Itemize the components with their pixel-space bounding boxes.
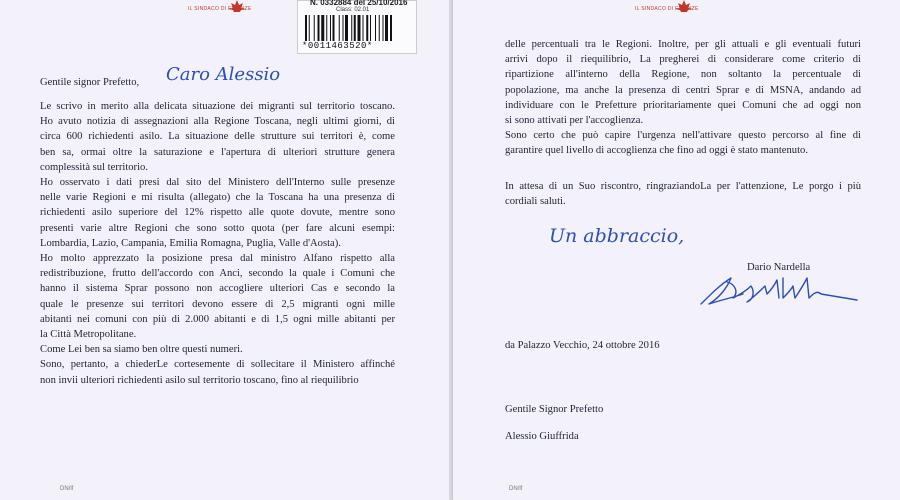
- text-line: garantire quel livello di accoglienza che fino ad oggi è stato mantenuto.: [505, 145, 808, 157]
- text-line: Sono, pertanto, a chiederLe cortesemente di sollecitare il Ministero affinché: [40, 359, 395, 371]
- florence-seal: [635, 0, 699, 16]
- text-line: nelle varie Regioni e mi risulta (allegato) che la Toscana ha una presenza di: [40, 192, 395, 204]
- letter-page-1: [0, 0, 449, 500]
- barcode-bar: [379, 15, 380, 41]
- text-line: delle percentuali tra le Regioni. Inoltre, per gli attuali e gli eventuali futuri: [505, 39, 861, 50]
- barcode-bar: [366, 15, 368, 41]
- barcode-bar: [339, 15, 340, 41]
- handwritten-greeting: Caro Alessio: [166, 64, 281, 85]
- text-line: Ho avuto notizia di assegnazioni alla Regione Toscana, negli ultimi giorni, di: [40, 116, 395, 128]
- text-line: In attesa di un Suo riscontro, ringraziandoLa per l'attenzione, Le porgo i più: [505, 181, 861, 192]
- text-line: complessità sul territorio.: [40, 161, 148, 173]
- barcode-bar: [351, 15, 352, 41]
- barcode-bar: [375, 15, 376, 41]
- barcode-bar: [343, 15, 344, 41]
- text-line: Le scrivo in merito alla delicata situazione dei migranti sul territorio toscano.: [40, 101, 395, 112]
- protocol-number: N. 0332884 del 25/10/2016: [310, 0, 408, 7]
- letter-body-page-2: [505, 37, 861, 159]
- text-line: arrivi dopo il riequilibrio, La pregherei di considerare come criterio di: [505, 54, 861, 66]
- salutation: Gentile signor Prefetto,: [40, 77, 140, 88]
- barcode-bar: [383, 15, 384, 41]
- protocol-stamp: [297, 0, 417, 54]
- text-line: richiedenti asilo superiore del 12% rispetto alle quote dovute, mentre sono: [40, 207, 395, 219]
- barcode-bar: [354, 15, 356, 41]
- barcode-number: *0011463520*: [302, 41, 373, 51]
- letter-body-page-1: [40, 99, 395, 388]
- text-line: popolazione, ma anche la presenza di centri Sprar e di MSNA, andando ad: [505, 84, 861, 96]
- text-line: Ho molto apprezzato la posizione presa dal ministro Alfano rispetto alla: [40, 253, 395, 265]
- place-date: da Palazzo Vecchio, 24 ottobre 2016: [505, 340, 660, 351]
- barcode-bar: [385, 15, 388, 41]
- text-line: quale le presenze sui territori devono essere di 2,5 migranti ogni mille: [40, 298, 395, 310]
- barcode-bar: [321, 15, 324, 41]
- text-line: ben sa, ormai oltre la saturazione e l'apertura di ulteriori strutture genera: [40, 146, 395, 158]
- reference-initials: DN/lf: [60, 486, 74, 492]
- barcode-bar: [370, 15, 371, 41]
- text-line: redistribuzione, frutto dell'accordo con Anci, secondo la quale i Comuni che: [40, 268, 395, 280]
- signature-image: [697, 264, 861, 310]
- barcode-bar: [330, 15, 331, 41]
- letter-page-2: [453, 0, 900, 500]
- text-line: si sono attivati per l'accoglienza.: [505, 115, 644, 127]
- recipient-salutation: Gentile Signor Prefetto: [505, 404, 604, 415]
- handwritten-closing: Un abbraccio,: [549, 225, 685, 247]
- barcode-bar: [314, 15, 315, 41]
- text-line: presenti varie altre Regioni che sono sotto quota (per fare alcuni esempi:: [40, 222, 395, 234]
- text-line: Ho osservato i dati presi dal sito del Ministero dell'Interno sulle presenze: [40, 177, 395, 189]
- seal-caption: IL SINDACO DI FIRENZE: [188, 6, 252, 12]
- barcode-icon: [305, 15, 409, 41]
- text-line: ripartizione all'interno della Regione, non soltanto la percentuale di: [505, 69, 861, 81]
- text-line: Sono certo che può capire l'urgenza nell'attivare questo percorso al fine di: [505, 130, 861, 142]
- barcode-bar: [390, 15, 392, 41]
- barcode-bar: [358, 15, 361, 41]
- text-line: circa 600 richiedenti asilo. La situazione delle strutture sui territori è, come: [40, 131, 395, 143]
- text-line: Lombardia, Lazio, Campania, Emilia Romagna, Puglia, Valle d'Aosta).: [40, 237, 341, 249]
- florence-seal: [188, 0, 252, 16]
- text-line: Come Lei ben sa siamo ben oltre questi numeri.: [40, 344, 243, 356]
- text-line: cordiali saluti.: [505, 196, 566, 208]
- closing-paragraph: [505, 179, 861, 209]
- barcode-bar: [363, 15, 364, 41]
- barcode-bar: [309, 15, 310, 41]
- text-line: la Città Metropolitane.: [40, 329, 137, 341]
- signer-name: Dario Nardella: [747, 262, 811, 273]
- text-line: abitanti nei comuni con più di 2.000 abitanti e di 1,5 ogni mille abitanti per: [40, 313, 395, 325]
- protocol-class: Class: 02.01: [336, 7, 370, 13]
- barcode-bar: [326, 15, 327, 41]
- text-line: hanno il sistema Sprar possono non accogliere ulteriori Cas e secondo la: [40, 283, 395, 295]
- barcode-bar: [333, 15, 335, 41]
- barcode-bar: [318, 15, 320, 41]
- recipient-name: Alessio Giuffrida: [505, 431, 579, 442]
- reference-initials: DN/lf: [509, 486, 523, 492]
- barcode-bar: [305, 15, 307, 41]
- barcode-bar: [345, 15, 348, 41]
- seal-caption: IL SINDACO DI FIRENZE: [635, 6, 699, 12]
- text-line: individuare con le Prefetture prioritariamente quei Comuni che ad oggi non: [505, 99, 861, 111]
- text-line: non invii ulteriori richiedenti asilo sul territorio toscano, fino al riequilibrio: [40, 374, 359, 386]
